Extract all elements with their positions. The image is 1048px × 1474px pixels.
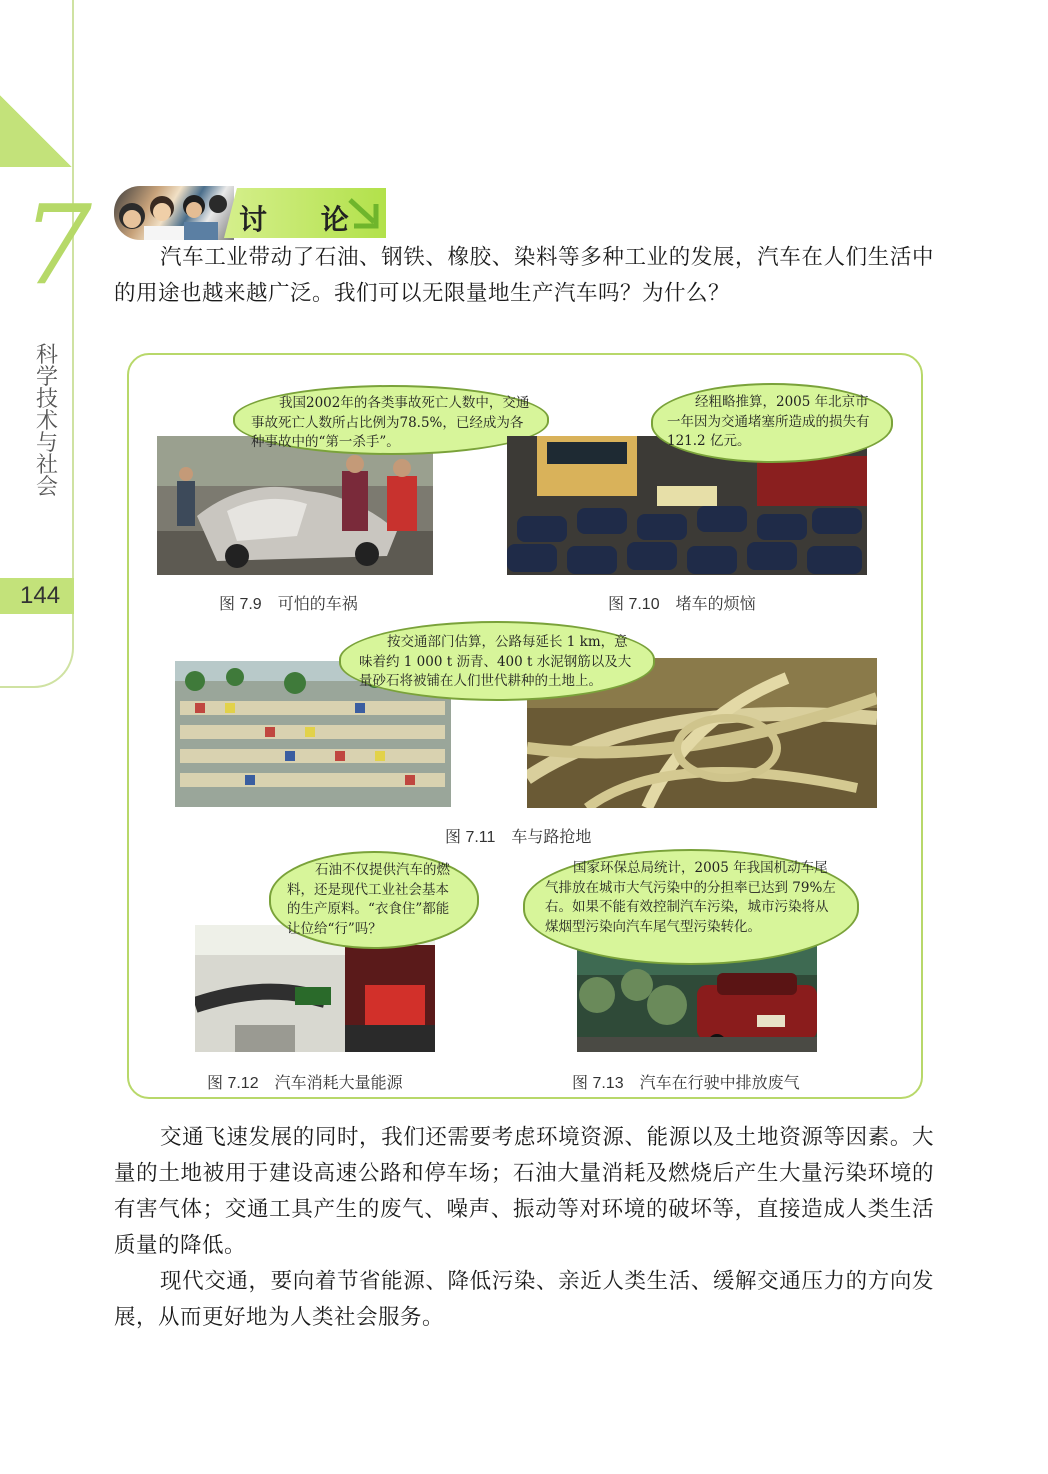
caption-7-10: 图 7.10 堵车的烦恼 [608, 596, 756, 613]
arrow-down-right-icon [346, 196, 382, 230]
speech-bubble-7-10: 经粗略推算，2005 年北京市一年因为交通堵塞所造成的损失有 121.2 亿元。 [651, 383, 893, 463]
car-crash-photo [157, 436, 433, 575]
chapter-number: 7 [22, 181, 92, 309]
caption-7-9: 图 7.9 可怕的车祸 [219, 596, 358, 613]
students-photo [114, 186, 234, 240]
body-paragraph-1: 交通飞速发展的同时，我们还需要考虑环境资源、能源以及土地资源等因素。大量的土地被用于建设高速公路和停车场；石油大量消耗及燃烧后产生大量污染环境的有害气体；交通工具产生的废气、噪声、振动等对环境的破坏等，直接造成人类生活质量的降低。 [114, 1125, 934, 1258]
discussion-label: 讨 论 [239, 203, 371, 236]
body-paragraph-2: 现代交通，要向着节省能源、降低污染、亲近人类生活、缓解交通压力的方向发展，从而更好地为人类社会服务。 [114, 1269, 934, 1330]
figure-panel [127, 353, 923, 1099]
discussion-header [114, 186, 386, 240]
caption-7-11: 图 7.11 车与路抢地 [445, 829, 592, 846]
speech-bubble-7-9: 我国2002年的各类事故死亡人数中，交通事故死亡人数所占比例为78.5%，已经成为各种事故中的“第一杀手”。 [233, 385, 549, 455]
corner-triangle [0, 95, 72, 167]
caption-7-12: 图 7.12 汽车消耗大量能源 [207, 1075, 403, 1092]
page-number: 144 [20, 582, 61, 609]
page-tab-frame [0, 614, 74, 688]
speech-bubble-7-12: 石油不仅提供汽车的燃料，还是现代工业社会基本的生产原料。“衣食住”都能让位给“行”吗？ [269, 851, 479, 949]
intro-paragraph: 汽车工业带动了石油、钢铁、橡胶、染料等多种工业的发展，汽车在人们生活中的用途也越来越广泛。我们可以无限量地生产汽车吗？为什么？ [114, 245, 934, 306]
speech-bubble-7-11: 按交通部门估算，公路每延长 1 km，意味着约 1 000 t 沥青、400 t 水泥钢筋以及大量砂石将被铺在人们世代耕种的土地上。 [339, 621, 655, 701]
speech-bubble-7-13: 国家环保总局统计，2005 年我国机动车尾气排放在城市大气污染中的分担率已达到 79%左右。如果不能有效控制汽车污染，城市污染将从煤烟型污染向汽车尾气型污染转化。 [523, 849, 859, 965]
chapter-title: 科学技术与社会 [36, 343, 59, 500]
caption-7-13: 图 7.13 汽车在行驶中排放废气 [572, 1075, 800, 1092]
